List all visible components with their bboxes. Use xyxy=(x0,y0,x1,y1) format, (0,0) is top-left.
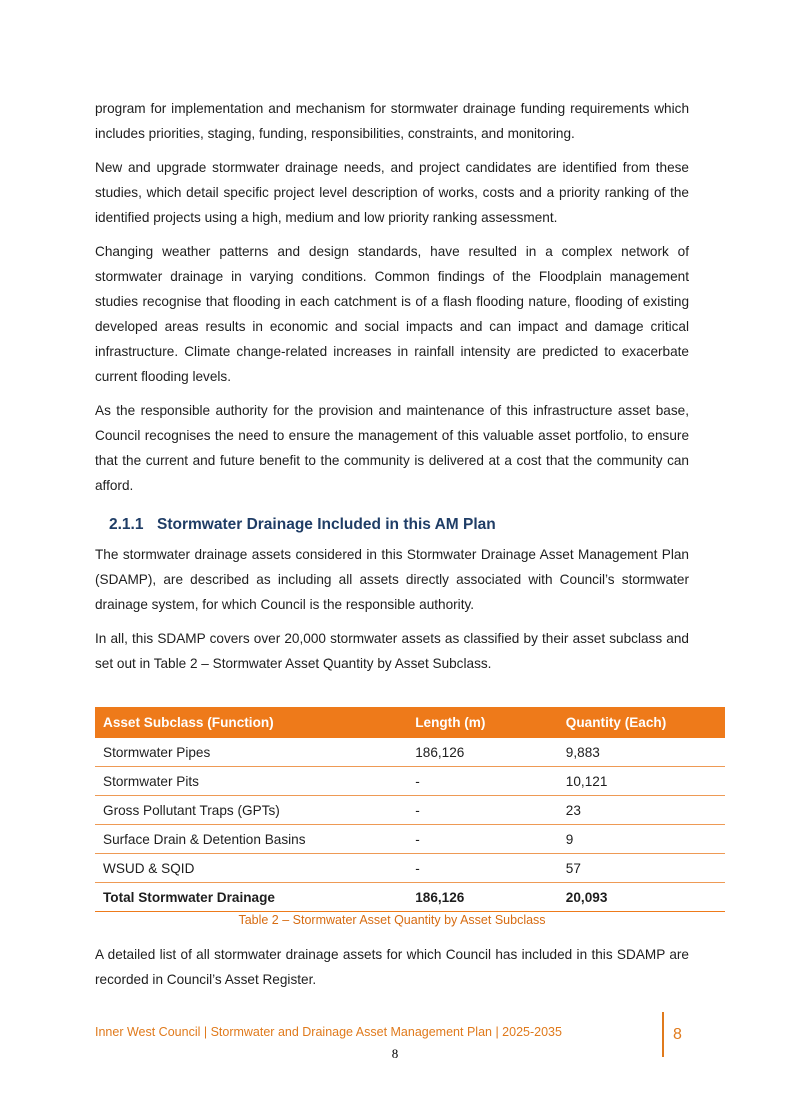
table-total-row xyxy=(95,883,725,912)
cell-length: - xyxy=(407,767,558,796)
cell-length: - xyxy=(407,796,558,825)
column-header-quantity: Quantity (Each) xyxy=(558,707,725,738)
cell-subclass: Surface Drain & Detention Basins xyxy=(95,825,407,854)
table-header-row xyxy=(95,707,725,738)
paragraph: The stormwater drainage assets considered in this Stormwater Drainage Asset Management Plan (SDAMP), are described as including all assets directly associated with Council’s stormwater drainage system, for which Council is the responsible authority. xyxy=(95,547,689,612)
table-caption: Table 2 – Stormwater Asset Quantity by Asset Subclass xyxy=(238,913,546,927)
closing-content xyxy=(95,942,689,1001)
cell-quantity: 57 xyxy=(558,854,725,883)
page-content xyxy=(95,96,689,685)
cell-subclass: Stormwater Pits xyxy=(95,767,407,796)
cell-subclass: Stormwater Pipes xyxy=(95,738,407,767)
page-number: 8 xyxy=(391,1046,399,1061)
paragraph: New and upgrade stormwater drainage needs, and project candidates are identified from these studies, which detail specific project level description of works, costs and a priority ranking of the identified projects using a high, medium and low priority ranking assessment. xyxy=(95,160,689,225)
section-heading xyxy=(95,516,689,534)
cell-subclass: WSUD & SQID xyxy=(95,854,407,883)
paragraph: As the responsible authority for the provision and maintenance of this infrastructure asset base, Council recognises the need to ensure the management of this valuable asset portfolio, to ensure that the current and future benefit to the community is delivered at a cost that the community can afford. xyxy=(95,403,689,493)
cell-quantity: 9,883 xyxy=(558,738,725,767)
cell-quantity: 23 xyxy=(558,796,725,825)
footer-page-number: 8 xyxy=(673,1026,682,1043)
column-header-length: Length (m) xyxy=(407,707,558,738)
cell-length: - xyxy=(407,825,558,854)
cell-quantity: 10,121 xyxy=(558,767,725,796)
paragraph: program for implementation and mechanism for stormwater drainage funding requirements which includes priorities, staging, funding, responsibilities, constraints, and monitoring. xyxy=(95,101,689,141)
paragraph: In all, this SDAMP covers over 20,000 stormwater assets as classified by their asset subclass and set out in Table 2 – Stormwater Asset Quantity by Asset Subclass. xyxy=(95,631,689,671)
cell-total-label: Total Stormwater Drainage xyxy=(95,883,407,912)
table-row xyxy=(95,796,725,825)
cell-subclass: Gross Pollutant Traps (GPTs) xyxy=(95,796,407,825)
footer-divider xyxy=(662,1012,664,1057)
paragraph: A detailed list of all stormwater drainage assets for which Council has included in this SDAMP are recorded in Council’s Asset Register. xyxy=(95,947,689,987)
table-row xyxy=(95,825,725,854)
paragraph: Changing weather patterns and design standards, have resulted in a complex network of stormwater drainage in varying conditions. Common findings of the Floodplain management studies recognise that flooding in each catchment is of a flash flooding nature, flooding of existing developed areas results in economic and social impacts and can impact and damage critical infrastructure. Climate change-related increases in rainfall intensity are predicted to exacerbate current flooding levels. xyxy=(95,244,689,384)
cell-total-length: 186,126 xyxy=(407,883,558,912)
cell-length: - xyxy=(407,854,558,883)
table-row xyxy=(95,854,725,883)
column-header-subclass: Asset Subclass (Function) xyxy=(95,707,407,738)
section-number: 2.1.1 xyxy=(109,516,144,533)
table-row xyxy=(95,767,725,796)
cell-length: 186,126 xyxy=(407,738,558,767)
section-title: Stormwater Drainage Included in this AM Plan xyxy=(157,516,496,533)
table-row xyxy=(95,738,725,767)
cell-quantity: 9 xyxy=(558,825,725,854)
footer-title: Inner West Council | Stormwater and Drainage Asset Management Plan | 2025-2035 xyxy=(95,1025,562,1039)
asset-quantity-table xyxy=(95,707,725,912)
cell-total-quantity: 20,093 xyxy=(558,883,725,912)
